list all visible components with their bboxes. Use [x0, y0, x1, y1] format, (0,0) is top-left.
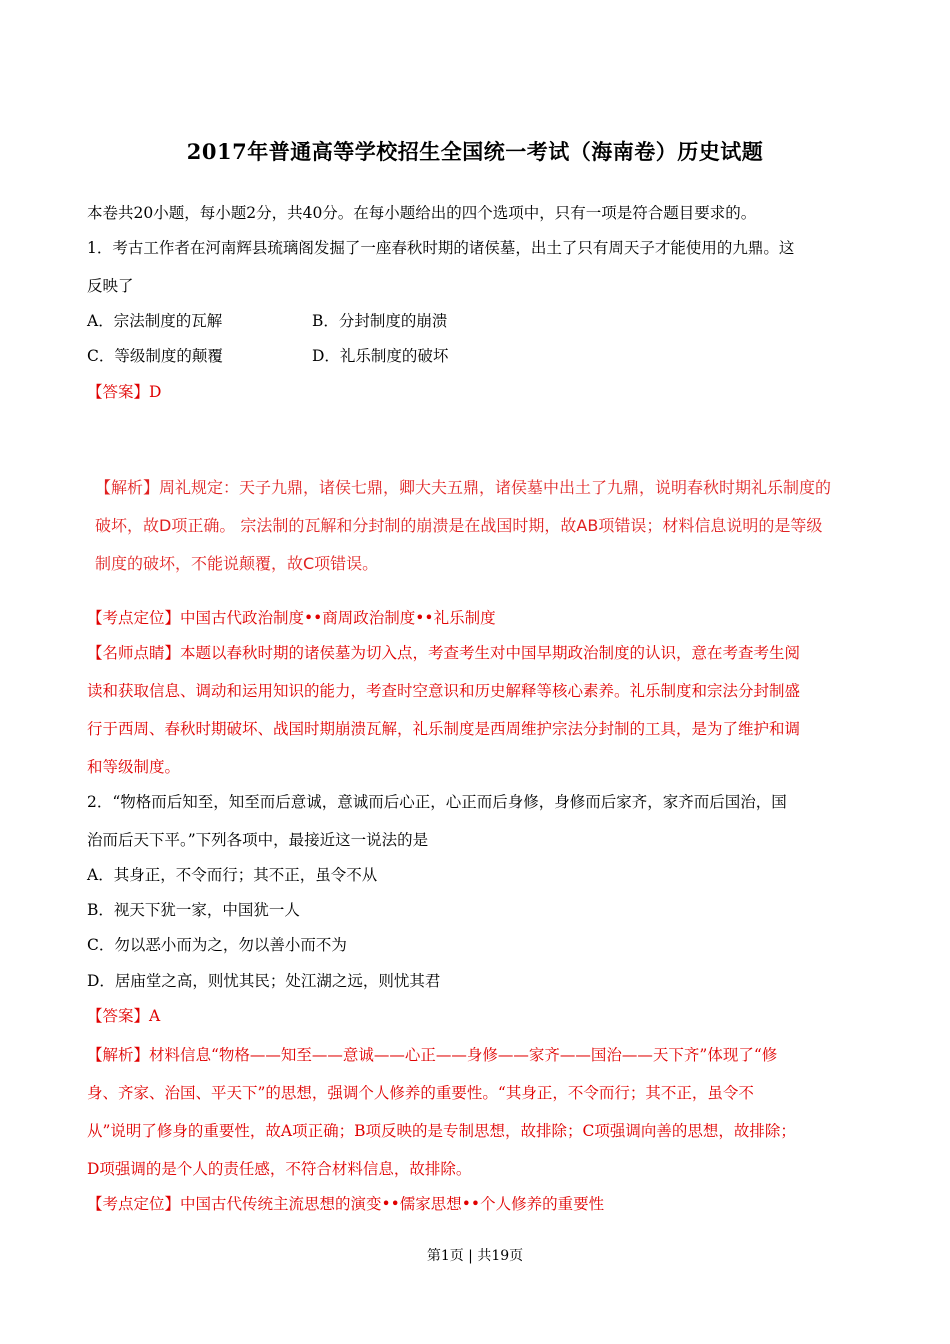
q1-analysis-line2: 破坏，故D项正确。 宗法制的瓦解和分封制的崩溃是在战国时期，故AB项错误；材料信息说明的是等级 — [95, 516, 823, 535]
page-footer: 第1页 | 共19页 — [426, 1248, 524, 1264]
q1-option-a: A．宗法制度的瓦解 — [87, 312, 223, 330]
q1-answer: 【答案】D — [87, 383, 162, 401]
q1-analysis-line1: 【解析】周礼规定：天子九鼎，诸侯七鼎，卿大夫五鼎，诸侯墓中出土了九鼎，说明春秋时期礼乐制度的 — [95, 478, 832, 497]
q2-option-c: C．勿以恶小而为之，勿以善小而不为 — [87, 936, 347, 954]
q2-answer: 【答案】A — [87, 1007, 161, 1025]
q1-option-d: D．礼乐制度的破坏 — [312, 347, 449, 365]
q1-mingshi-line3: 行于西周、春秋时期破坏、战国时期崩溃瓦解，礼乐制度是西周维护宗法分封制的工具，是为了维护和调 — [87, 720, 801, 738]
q1-stem-line2: 反映了 — [87, 277, 134, 295]
q1-analysis-line3: 制度的破坏，不能说颠覆，故C项错误。 — [95, 554, 379, 573]
q1-options-row1 — [87, 311, 687, 331]
q2-option-a: A．其身正，不令而行；其不正，虽令不从 — [87, 866, 378, 884]
q2-option-b: B．视天下犹一家，中国犹一人 — [87, 901, 300, 919]
q2-stem-line1: 2．“物格而后知至，知至而后意诚，意诚而后心正，心正而后身修，身修而后家齐，家齐而后国治，国 — [87, 793, 787, 811]
q2-stem-line2: 治而后天下平。”下列各项中，最接近这一说法的是 — [87, 831, 429, 849]
q2-analysis-line1: 【解析】材料信息“物格——知至——意诚——心正——身修——家齐——国治——天下齐”体现了“修 — [87, 1046, 778, 1064]
q1-mingshi-line1: 【名师点睛】本题以春秋时期的诸侯墓为切入点，考查考生对中国早期政治制度的认识，意在考查考生阅 — [87, 644, 801, 662]
q1-option-c: C．等级制度的颠覆 — [87, 347, 223, 365]
q1-kaodian: 【考点定位】中国古代政治制度••商周政治制度••礼乐制度 — [87, 609, 496, 627]
q2-analysis-line3: 从”说明了修身的重要性，故A项正确；B项反映的是专制思想，故排除；C项强调向善的思想，故排除； — [87, 1122, 796, 1140]
page-title: 2017年普通高等学校招生全国统一考试（海南卷）历史试题 — [186, 139, 764, 164]
q1-options-row2 — [87, 346, 687, 366]
q1-mingshi-line2: 读和获取信息、调动和运用知识的能力，考查时空意识和历史解释等核心素养。礼乐制度和宗法分封制盛 — [87, 682, 801, 700]
exam-intro: 本卷共20小题，每小题2分，共40分。在每小题给出的四个选项中，只有一项是符合题目要求的。 — [87, 204, 757, 222]
q2-analysis-line2: 身、齐家、治国、平天下”的思想，强调个人修养的重要性。“其身正，不令而行；其不正，虽令不 — [87, 1084, 754, 1102]
q1-option-b: B．分封制度的崩溃 — [312, 312, 448, 330]
q1-stem-line1: 1．考古工作者在河南辉县琉璃阁发掘了一座春秋时期的诸侯墓，出土了只有周天子才能使用的九鼎。这 — [87, 239, 795, 257]
q2-analysis-line4: D项强调的是个人的责任感，不符合材料信息，故排除。 — [87, 1160, 472, 1178]
q2-kaodian: 【考点定位】中国古代传统主流思想的演变••儒家思想••个人修养的重要性 — [87, 1195, 605, 1213]
q2-option-d: D．居庙堂之高，则忧其民；处江湖之远，则忧其君 — [87, 972, 441, 990]
q1-mingshi-line4: 和等级制度。 — [87, 758, 181, 776]
